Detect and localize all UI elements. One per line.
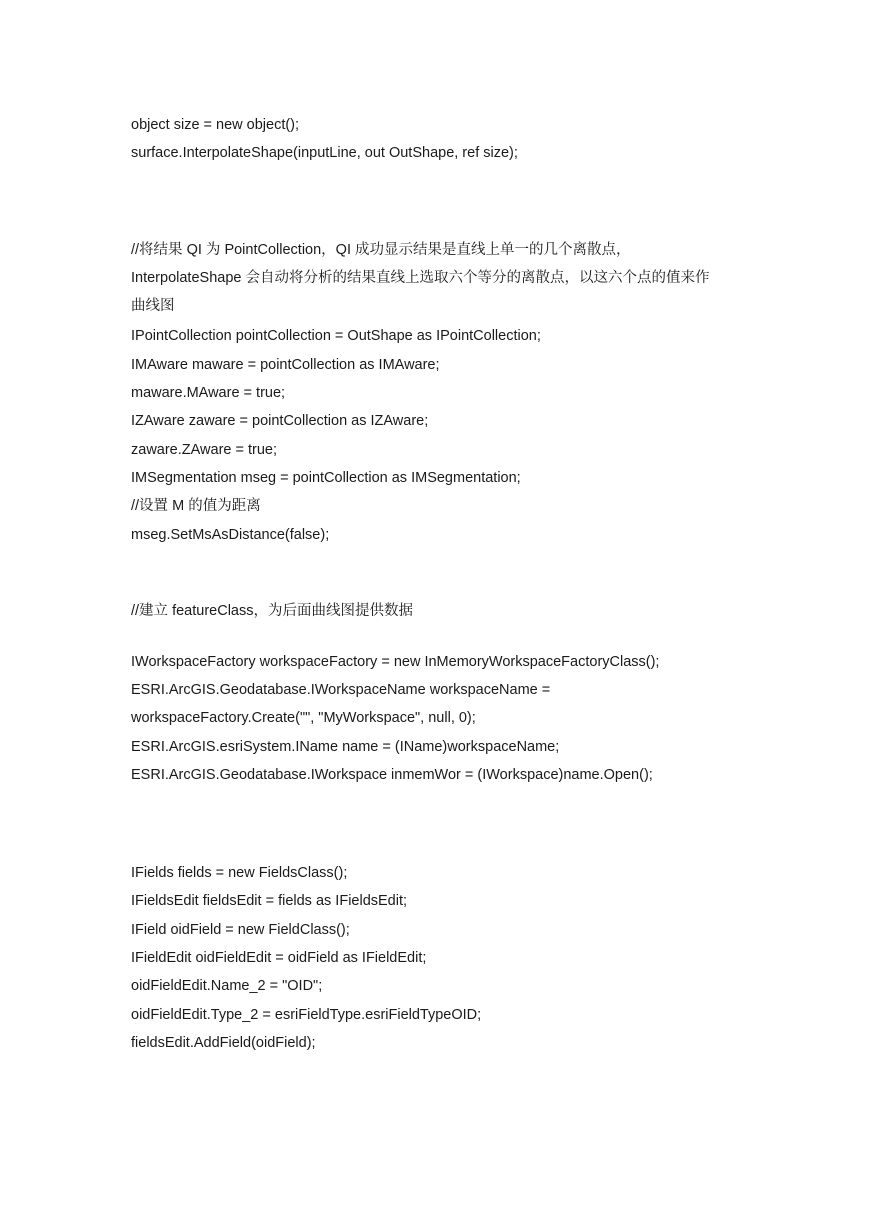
code-line: mseg.SetMsAsDistance(false);: [131, 527, 330, 543]
code-line: IFieldEdit oidFieldEdit = oidField as IFieldEdit;: [131, 950, 427, 966]
code-line: IPointCollection pointCollection = OutShape as IPointCollection;: [131, 328, 541, 344]
comment-line: 曲线图: [131, 298, 175, 314]
code-line: zaware.ZAware = true;: [131, 442, 278, 458]
comment-line: //将结果 QI 为 PointCollection，QI 成功显示结果是直线上单一的几个离散点，: [131, 242, 631, 258]
code-line: IZAware zaware = pointCollection as IZAware;: [131, 413, 429, 429]
code-line: IFields fields = new FieldsClass();: [131, 865, 348, 881]
code-line: workspaceFactory.Create("", "MyWorkspace", null, 0);: [131, 710, 476, 726]
code-line: maware.MAware = true;: [131, 385, 286, 401]
code-line: IWorkspaceFactory workspaceFactory = new InMemoryWorkspaceFactoryClass();: [131, 654, 660, 670]
code-line: object size = new object();: [131, 117, 300, 133]
code-line: IMAware maware = pointCollection as IMAware;: [131, 357, 440, 373]
comment-line: //建立 featureClass，为后面曲线图提供数据: [131, 603, 413, 619]
code-line: surface.InterpolateShape(inputLine, out OutShape, ref size);: [131, 145, 518, 161]
code-line: oidFieldEdit.Type_2 = esriFieldType.esriFieldTypeOID;: [131, 1007, 482, 1023]
comment-line: InterpolateShape 会自动将分析的结果直线上选取六个等分的离散点，以这六个点的值来作: [131, 270, 710, 286]
code-line: oidFieldEdit.Name_2 = "OID";: [131, 978, 323, 994]
code-line: IFieldsEdit fieldsEdit = fields as IFieldsEdit;: [131, 893, 408, 909]
code-line: IMSegmentation mseg = pointCollection as IMSegmentation;: [131, 470, 521, 486]
code-line: ESRI.ArcGIS.Geodatabase.IWorkspace inmemWor = (IWorkspace)name.Open();: [131, 767, 653, 783]
code-line: fieldsEdit.AddField(oidField);: [131, 1035, 316, 1051]
code-line: ESRI.ArcGIS.esriSystem.IName name = (IName)workspaceName;: [131, 739, 560, 755]
comment-line: //设置 M 的值为距离: [131, 498, 261, 514]
code-line: ESRI.ArcGIS.Geodatabase.IWorkspaceName workspaceName =: [131, 682, 551, 698]
code-line: IField oidField = new FieldClass();: [131, 922, 350, 938]
